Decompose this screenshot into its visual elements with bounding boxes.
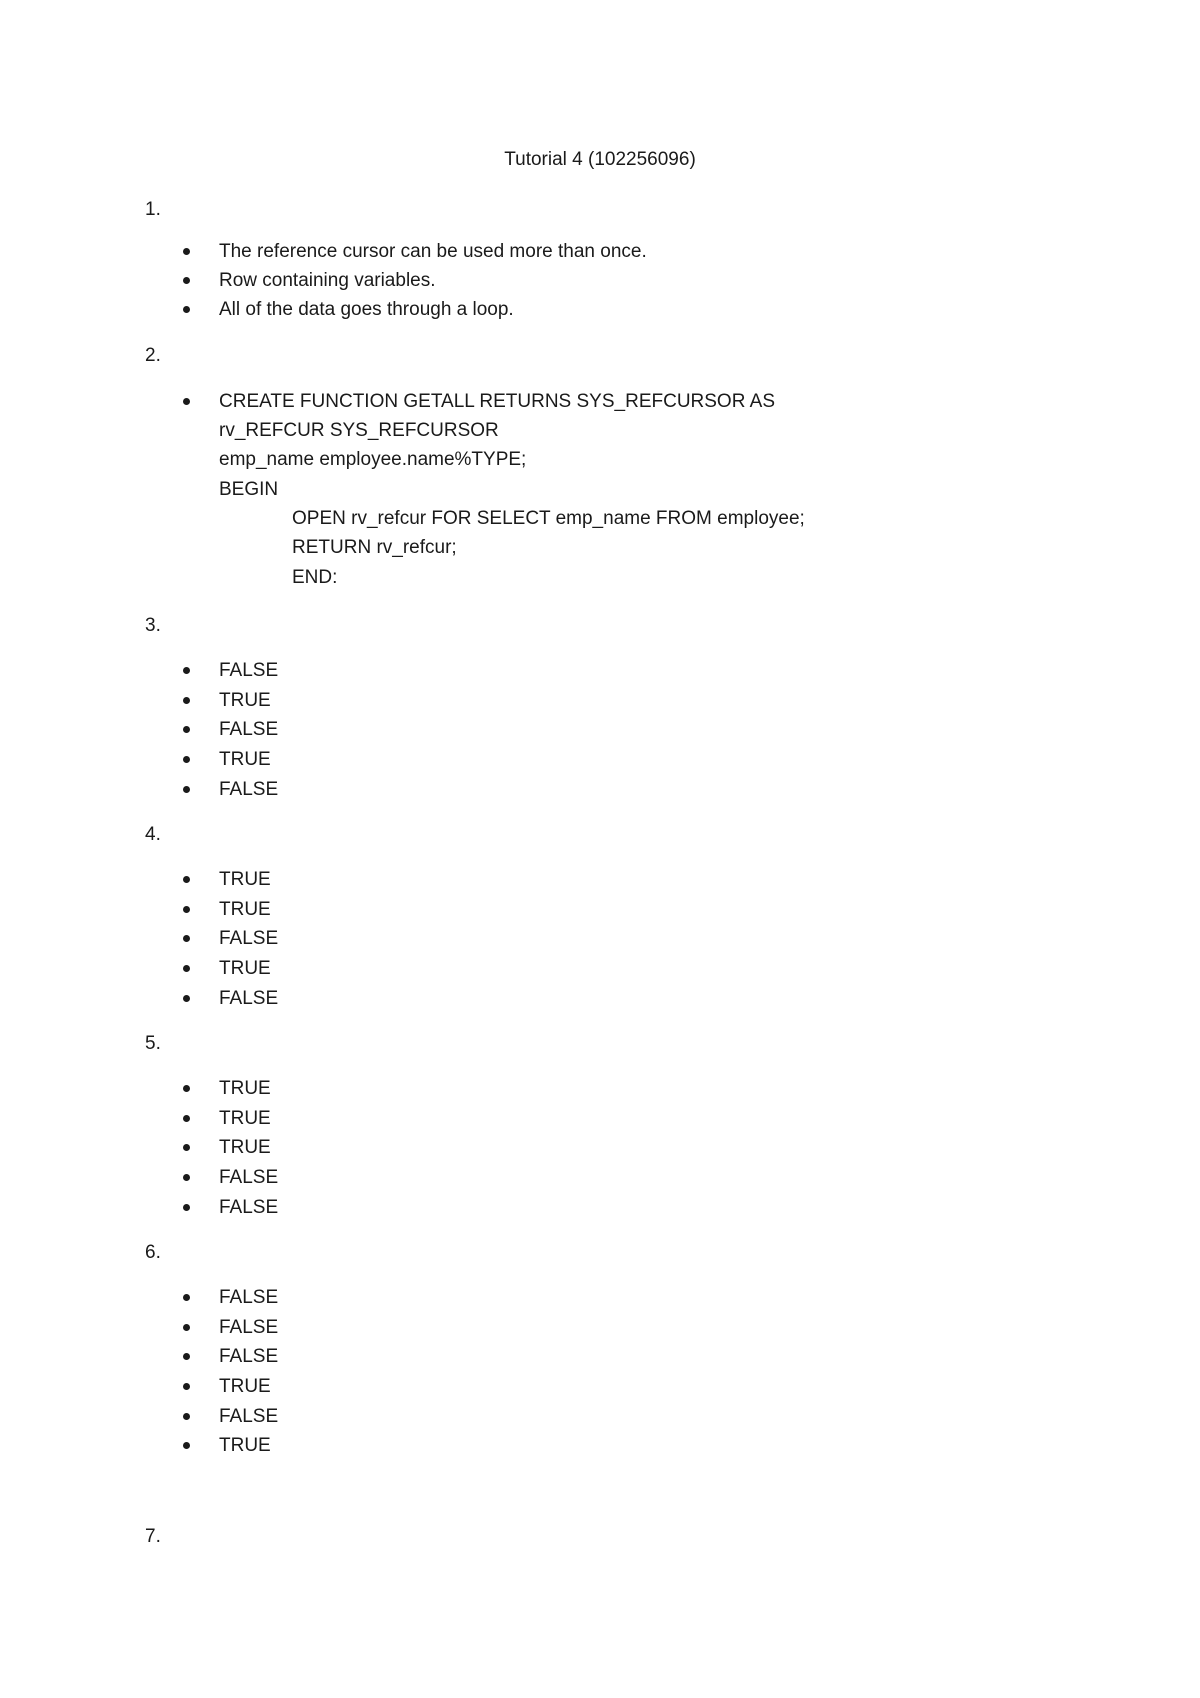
answer-line: TRUE	[219, 1108, 271, 1129]
bullet-icon	[183, 1204, 190, 1211]
answer-line: TRUE	[219, 1078, 271, 1099]
bullet-icon	[183, 667, 190, 674]
answer-line: TRUE	[219, 1435, 271, 1456]
question-number-2: 2.	[145, 345, 161, 366]
question-number-6: 6.	[145, 1242, 161, 1263]
answer-line: FALSE	[219, 1406, 279, 1427]
bullet-icon	[183, 995, 190, 1002]
bullet-icon	[183, 1324, 190, 1331]
answer-line: FALSE	[219, 1346, 279, 1367]
answer-line: TRUE	[219, 899, 271, 920]
answer-line: TRUE	[219, 690, 271, 711]
answer-line: FALSE	[219, 1317, 279, 1338]
code-line: rv_REFCUR SYS_REFCURSOR	[219, 420, 499, 441]
bullet-icon	[183, 1115, 190, 1122]
bullet-icon	[183, 786, 190, 793]
bullet-icon	[183, 876, 190, 883]
bullet-icon	[183, 1383, 190, 1390]
code-line: RETURN rv_refcur;	[292, 537, 457, 558]
bullet-icon	[183, 277, 190, 284]
question-number-4: 4.	[145, 824, 161, 845]
answer-line: TRUE	[219, 749, 271, 770]
answer-line: FALSE	[219, 660, 279, 681]
question-number-5: 5.	[145, 1033, 161, 1054]
code-line: END:	[292, 567, 338, 588]
code-line: CREATE FUNCTION GETALL RETURNS SYS_REFCURSOR AS	[219, 391, 776, 412]
answer-line: Row containing variables.	[219, 270, 436, 291]
answer-line: TRUE	[219, 1137, 271, 1158]
code-line: OPEN rv_refcur FOR SELECT emp_name FROM employee;	[292, 508, 805, 529]
bullet-icon	[183, 965, 190, 972]
answer-line: FALSE	[219, 779, 279, 800]
answer-line: FALSE	[219, 1287, 279, 1308]
bullet-icon	[183, 1442, 190, 1449]
bullet-icon	[183, 906, 190, 913]
bullet-icon	[183, 306, 190, 313]
bullet-icon	[183, 1144, 190, 1151]
bullet-icon	[183, 697, 190, 704]
answer-line: TRUE	[219, 1376, 271, 1397]
answer-line: FALSE	[219, 719, 279, 740]
question-number-3: 3.	[145, 615, 161, 636]
answer-line: All of the data goes through a loop.	[219, 299, 514, 320]
bullet-icon	[183, 1174, 190, 1181]
answer-line: The reference cursor can be used more than once.	[219, 241, 647, 262]
bullet-icon	[183, 248, 190, 255]
bullet-icon	[183, 398, 190, 405]
answer-line: TRUE	[219, 958, 271, 979]
bullet-icon	[183, 1294, 190, 1301]
answer-line: FALSE	[219, 988, 279, 1009]
code-line: BEGIN	[219, 479, 279, 500]
answer-line: FALSE	[219, 1167, 279, 1188]
question-number-7: 7.	[145, 1526, 161, 1547]
question-number-1: 1.	[145, 199, 161, 220]
answer-line: FALSE	[219, 928, 279, 949]
answer-line: FALSE	[219, 1197, 279, 1218]
code-line: emp_name employee.name%TYPE;	[219, 449, 527, 470]
answer-line: TRUE	[219, 869, 271, 890]
bullet-icon	[183, 1085, 190, 1092]
bullet-icon	[183, 935, 190, 942]
bullet-icon	[183, 756, 190, 763]
document-title: Tutorial 4 (102256096)	[504, 149, 696, 170]
bullet-icon	[183, 1353, 190, 1360]
bullet-icon	[183, 726, 190, 733]
bullet-icon	[183, 1413, 190, 1420]
